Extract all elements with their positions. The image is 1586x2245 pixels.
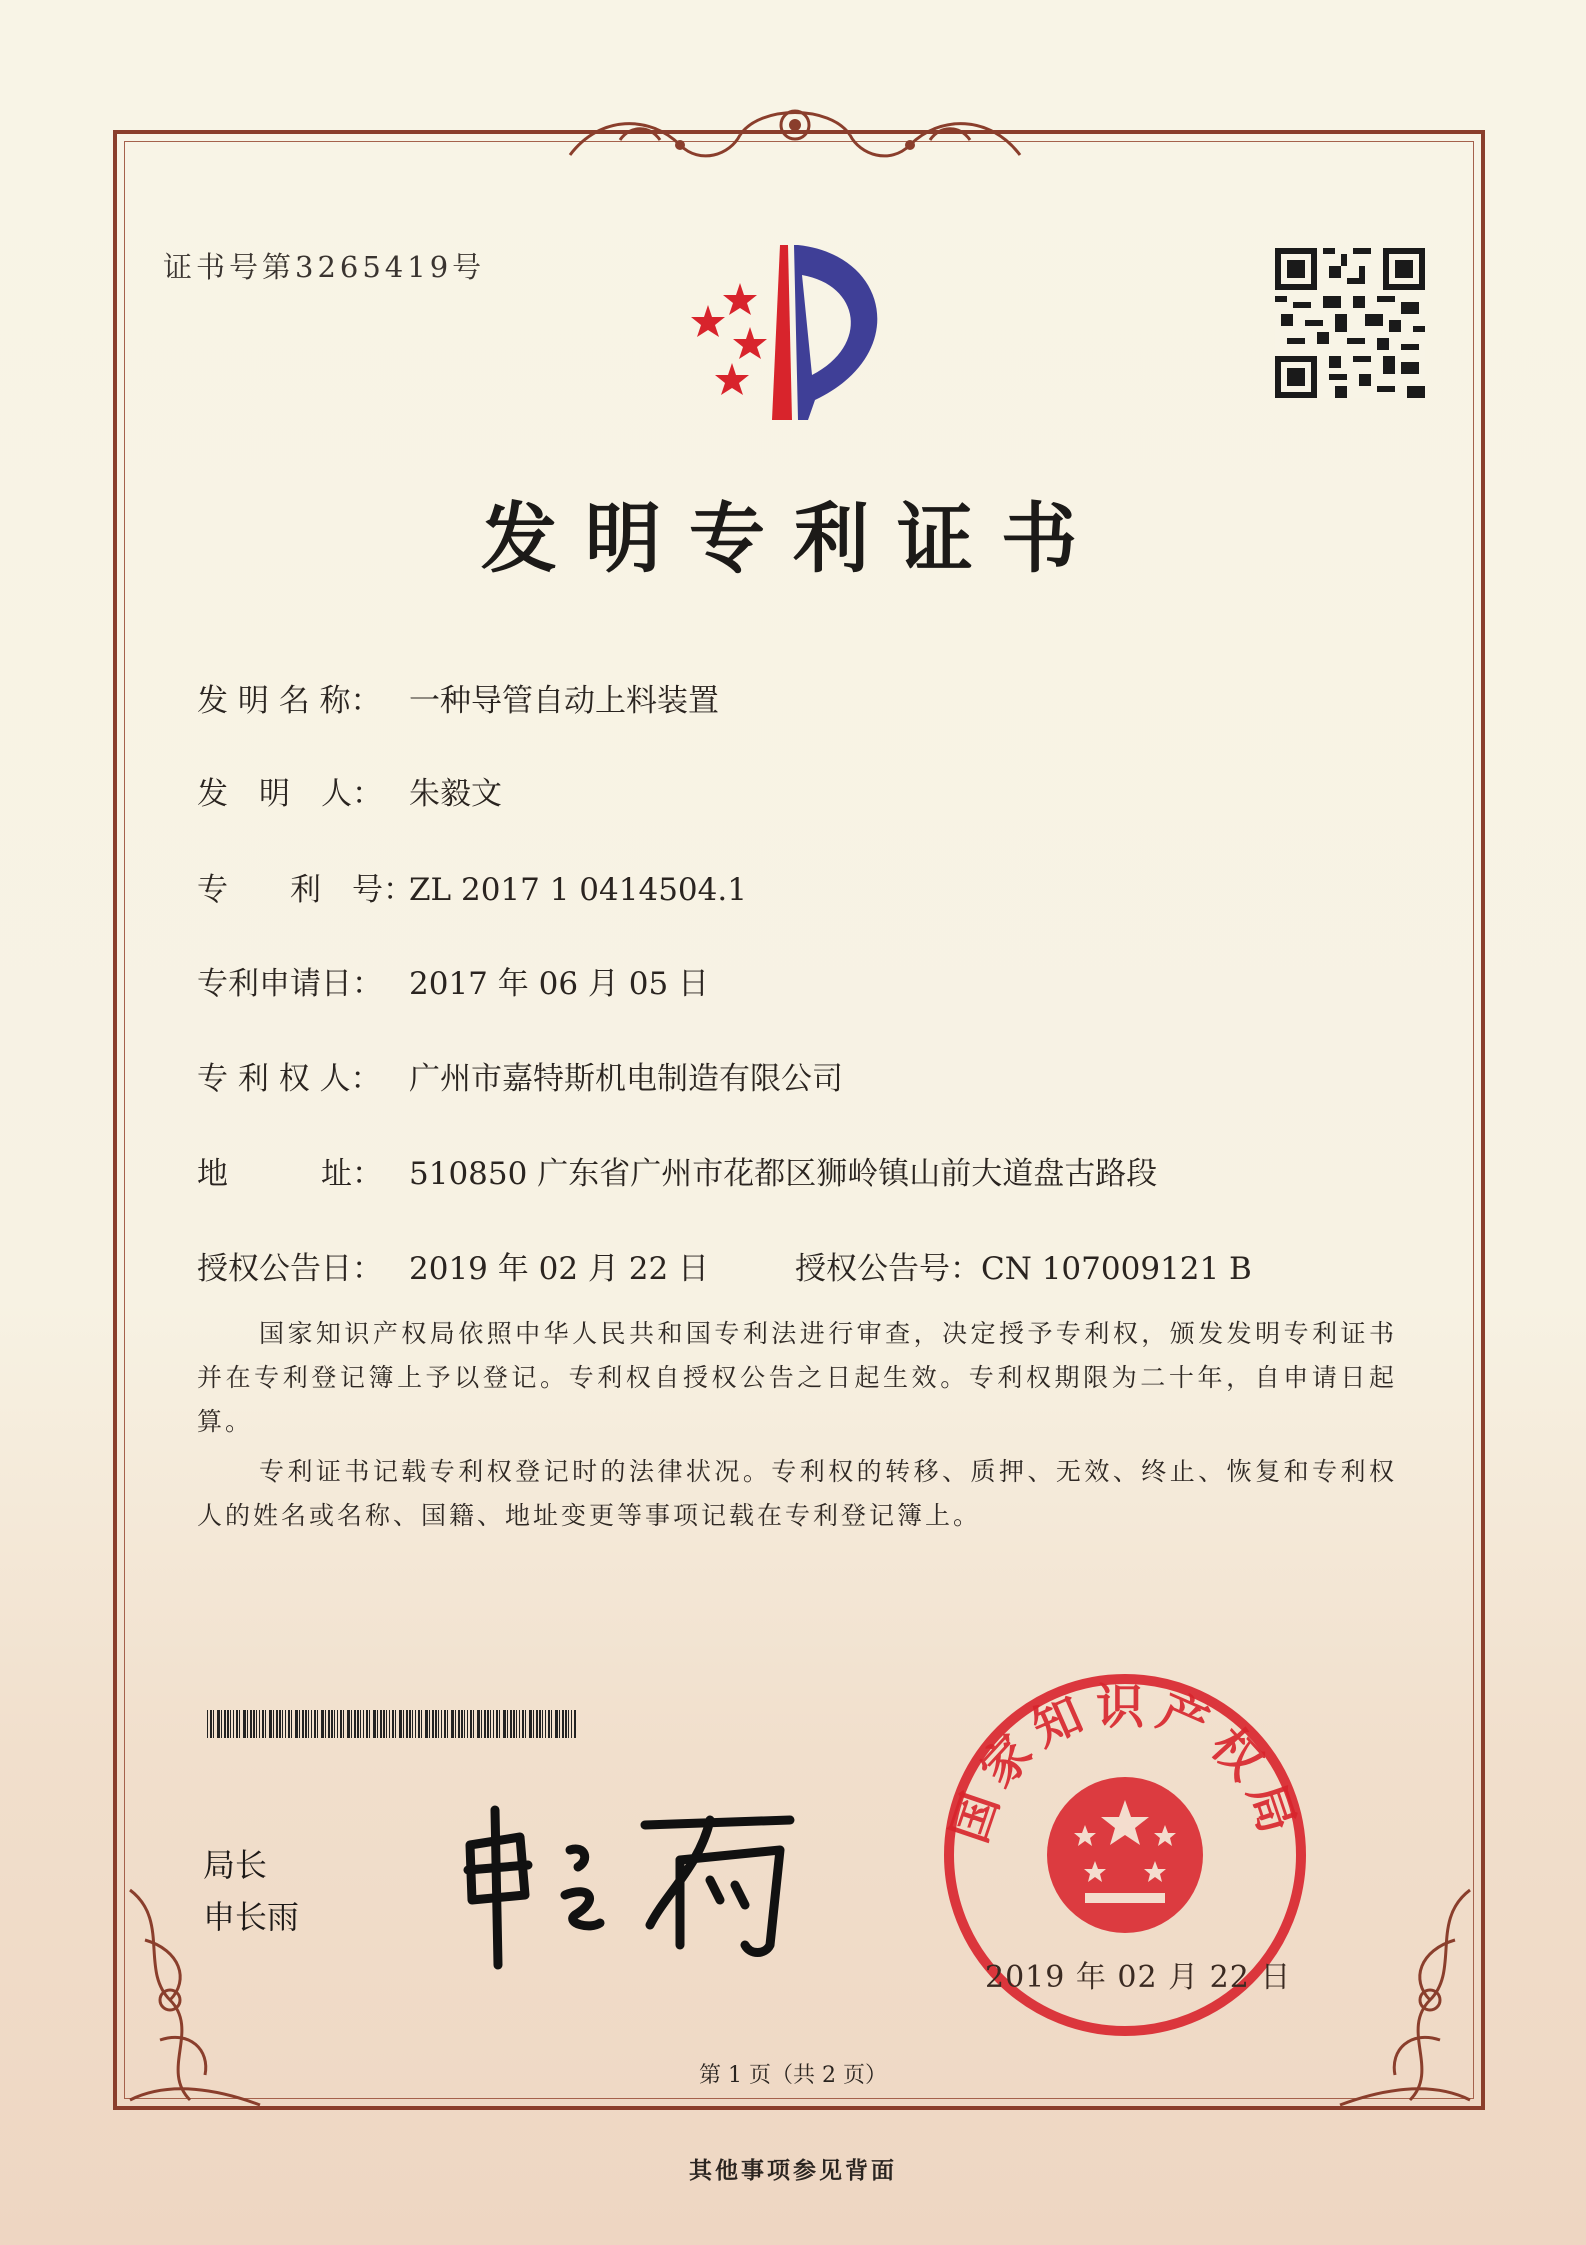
barcode [207,1710,577,1738]
barcode-bar [451,1710,454,1738]
barcode-bar [438,1710,439,1738]
barcode-bar [406,1710,408,1738]
barcode-bar [360,1710,361,1738]
field-label: 地 址： [197,1156,383,1192]
barcode-bar [574,1710,576,1738]
barcode-bar [490,1710,491,1738]
legal-paragraph-2: 专利证书记载专利权登记时的法律状况。专利权的转移、质押、无效、终止、恢复和专利权人的姓名或名称、国籍、地址变更等事项记载在专利登记簿上。 [197,1457,1397,1530]
barcode-bar [481,1710,482,1738]
barcode-bar [536,1710,538,1738]
barcode-bar [380,1710,382,1738]
field-value: 510850 广东省广州市花都区狮岭镇山前大道盘古路段 [409,1156,1158,1192]
barcode-bar [213,1710,214,1738]
patent-office-logo [680,235,930,425]
barcode-bar [429,1710,430,1738]
barcode-bar [458,1710,460,1738]
barcode-bar [299,1710,300,1738]
barcode-bar [363,1710,364,1738]
barcode-bar [305,1710,307,1738]
field-grant-number [795,1243,1252,1288]
barcode-bar [493,1710,494,1738]
barcode-bar [415,1710,416,1738]
barcode-bar [302,1710,304,1738]
barcode-bar [499,1710,500,1738]
barcode-bar [425,1710,428,1738]
barcode-bar [484,1710,486,1738]
barcode-bar [321,1710,324,1738]
barcode-bar [513,1710,515,1738]
field-invention-name [197,675,719,720]
barcode-bar [510,1710,512,1738]
field-value: 2017 年 06 月 05 日 [409,966,710,1002]
barcode-bar [311,1710,312,1738]
field-address [197,1148,1157,1193]
barcode-bar [409,1710,411,1738]
barcode-bar [444,1710,446,1738]
field-label: 专 利 权 人： [197,1061,382,1097]
barcode-bar [403,1710,404,1738]
barcode-bar [559,1710,560,1738]
barcode-bar [276,1710,278,1738]
barcode-bar [516,1710,517,1738]
back-note: 其他事项参见背面 [689,2158,897,2184]
barcode-bar [418,1710,420,1738]
certificate-title: 发明专利证书 [481,494,1105,583]
barcode-bar [331,1710,333,1738]
barcode-bar [243,1710,246,1738]
barcode-bar [548,1710,550,1738]
barcode-bar [412,1710,413,1738]
barcode-bar [250,1710,252,1738]
barcode-bar [282,1710,283,1738]
barcode-bar [503,1710,506,1738]
barcode-bar [230,1710,231,1738]
barcode-bar [288,1710,290,1738]
barcode-bar [295,1710,298,1738]
barcode-bar [565,1710,567,1738]
barcode-bar [265,1710,266,1738]
barcode-bar [354,1710,356,1738]
barcode-bar [343,1710,344,1738]
barcode-bar [395,1710,396,1738]
barcode-bar [432,1710,434,1738]
barcode-bar [555,1710,558,1738]
barcode-bar [334,1710,335,1738]
barcode-bar [351,1710,352,1738]
barcode-bar [525,1710,526,1738]
field-patentee [197,1053,843,1098]
barcode-bar [373,1710,376,1738]
barcode-bar [467,1710,468,1738]
barcode-bar [386,1710,387,1738]
field-value: 2019 年 02 月 22 日 [409,1251,710,1287]
barcode-bar [377,1710,378,1738]
barcode-bar [236,1710,238,1738]
barcode-bar [383,1710,385,1738]
barcode-bar [399,1710,402,1738]
barcode-bar [285,1710,286,1738]
barcode-bar [221,1710,222,1738]
director-signature [450,1805,810,1975]
barcode-bar [568,1710,569,1738]
barcode-bar [496,1710,498,1738]
barcode-bar [392,1710,394,1738]
barcode-bar [217,1710,220,1738]
barcode-bar [224,1710,226,1738]
director-name: 申长雨 [203,1898,300,1936]
barcode-bar [551,1710,552,1738]
barcode-bar [256,1710,257,1738]
barcode-bar [545,1710,546,1738]
barcode-bar [464,1710,465,1738]
barcode-bar [357,1710,359,1738]
barcode-bar [366,1710,368,1738]
field-value: ZL 2017 1 0414504.1 [409,872,747,908]
qr-code [1275,248,1425,398]
field-value: 广州市嘉特斯机电制造有限公司 [409,1061,843,1097]
barcode-bar [233,1710,234,1738]
barcode-bar [269,1710,272,1738]
barcode-bar [542,1710,543,1738]
field-label: 授权公告日： [197,1251,383,1287]
barcode-bar [279,1710,281,1738]
field-patent-number [197,864,747,909]
barcode-bar [441,1710,442,1738]
barcode-bar [435,1710,437,1738]
barcode-bar [314,1710,316,1738]
barcode-bar [347,1710,350,1738]
field-label: 专 利 号： [197,872,414,908]
barcode-bar [477,1710,480,1738]
barcode-bar [227,1710,229,1738]
field-value: 朱毅文 [409,776,502,812]
barcode-bar [389,1710,390,1738]
barcode-bar [421,1710,422,1738]
barcode-bar [259,1710,260,1738]
field-grant-date [197,1243,709,1288]
barcode-bar [539,1710,541,1738]
barcode-bar [455,1710,456,1738]
barcode-bar [291,1710,292,1738]
top-ornament [560,95,1030,175]
barcode-bar [369,1710,370,1738]
seal-text: 国家知识产权局 [941,1679,1309,1850]
page-number: 第 1 页（共 2 页） [699,2063,887,2088]
barcode-bar [325,1710,326,1738]
barcode-bar [507,1710,508,1738]
field-value: CN 107009121 B [981,1251,1252,1287]
legal-paragraph-1: 国家知识产权局依照中华人民共和国专利法进行审查，决定授予专利权，颁发发明专利证书并在专利登记簿上予以登记。专利权自授权公告之日起生效。专利权期限为二十年，自申请日起算。 [197,1319,1397,1436]
field-label: 发 明 名 称： [197,683,382,719]
barcode-bar [273,1710,274,1738]
barcode-bar [247,1710,248,1738]
barcode-bar [207,1710,208,1738]
barcode-bar [239,1710,240,1738]
director-title: 局长 [203,1846,268,1884]
barcode-bar [337,1710,338,1738]
barcode-bar [308,1710,309,1738]
barcode-bar [571,1710,572,1738]
field-label: 发 明 人： [197,776,383,812]
barcode-bar [210,1710,212,1738]
barcode-bar [253,1710,255,1738]
field-inventor [197,768,502,813]
barcode-bar [340,1710,342,1738]
barcode-bar [317,1710,318,1738]
barcode-bar [529,1710,532,1738]
barcode-bar [470,1710,472,1738]
barcode-bar [522,1710,524,1738]
field-application-date [197,958,709,1003]
barcode-bar [461,1710,463,1738]
barcode-bar [519,1710,520,1738]
field-value: 一种导管自动上料装置 [409,683,719,719]
certificate-number: 证书号第3265419号 [163,250,486,284]
barcode-bar [473,1710,474,1738]
barcode-bar [533,1710,534,1738]
field-label: 专利申请日： [197,966,383,1002]
seal-date: 2019 年 02 月 22 日 [985,1960,1292,1995]
barcode-bar [562,1710,564,1738]
barcode-bar [328,1710,330,1738]
barcode-bar [447,1710,448,1738]
barcode-bar [487,1710,489,1738]
barcode-bar [262,1710,264,1738]
field-label: 授权公告号： [795,1251,981,1287]
